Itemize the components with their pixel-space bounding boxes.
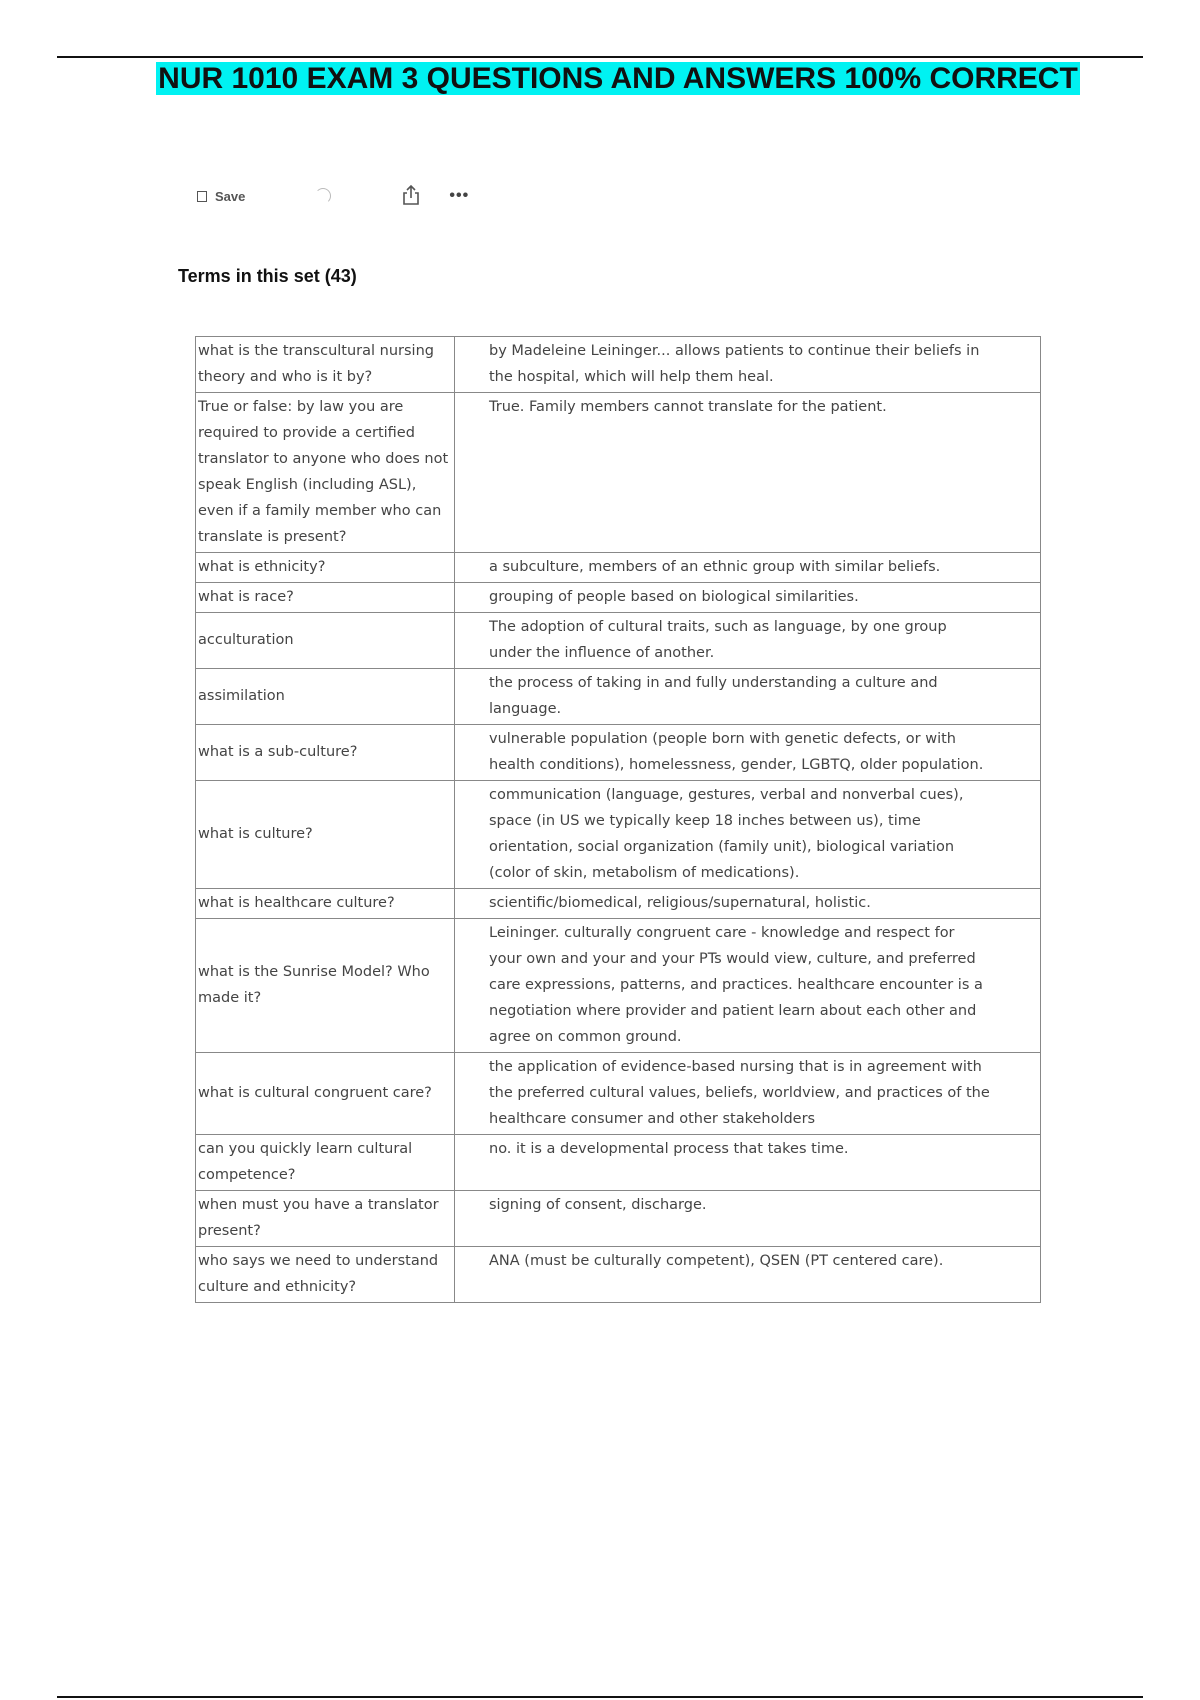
term-cell: what is healthcare culture? xyxy=(196,889,455,919)
table-row xyxy=(196,1135,1041,1191)
table-row xyxy=(196,669,1041,725)
spinner-icon xyxy=(315,188,331,204)
table-row xyxy=(196,613,1041,669)
table-row xyxy=(196,919,1041,1053)
more-icon[interactable]: ••• xyxy=(449,187,470,204)
definition-cell: the process of taking in and fully understanding a culture and language. xyxy=(455,669,1041,725)
term-cell: when must you have a translator present? xyxy=(196,1191,455,1247)
table-row xyxy=(196,1191,1041,1247)
term-cell: what is the transcultural nursing theory and who is it by? xyxy=(196,337,455,393)
definition-cell: grouping of people based on biological similarities. xyxy=(455,583,1041,613)
definition-cell: by Madeleine Leininger... allows patients to continue their beliefs in the hospital, which will help them heal. xyxy=(455,337,1041,393)
terms-table xyxy=(195,336,1041,1303)
definition-cell: The adoption of cultural traits, such as language, by one group under the influence of another. xyxy=(455,613,1041,669)
term-cell: what is cultural congruent care? xyxy=(196,1053,455,1135)
share-icon[interactable] xyxy=(401,184,421,209)
save-label: Save xyxy=(215,188,246,204)
study-set-toolbar xyxy=(197,184,469,208)
term-cell: who says we need to understand culture and ethnicity? xyxy=(196,1247,455,1303)
table-row xyxy=(196,725,1041,781)
term-cell: can you quickly learn cultural competence? xyxy=(196,1135,455,1191)
table-row xyxy=(196,583,1041,613)
term-cell: what is race? xyxy=(196,583,455,613)
term-cell: assimilation xyxy=(196,669,455,725)
term-cell: True or false: by law you are required to provide a certified translator to anyone who does not speak English (including ASL), even if a family member who can translate is present? xyxy=(196,393,455,553)
terms-table-body xyxy=(196,337,1041,1303)
definition-cell: signing of consent, discharge. xyxy=(455,1191,1041,1247)
definition-cell: no. it is a developmental process that takes time. xyxy=(455,1135,1041,1191)
definition-cell: vulnerable population (people born with genetic defects, or with health conditions), homelessness, gender, LGBTQ, older population. xyxy=(455,725,1041,781)
table-row xyxy=(196,1247,1041,1303)
term-cell: what is culture? xyxy=(196,781,455,889)
document-title-text: NUR 1010 EXAM 3 QUESTIONS AND ANSWERS 100% CORRECT xyxy=(158,62,1078,95)
save-button[interactable] xyxy=(197,189,245,204)
table-row xyxy=(196,781,1041,889)
definition-cell: ANA (must be culturally competent), QSEN (PT centered care). xyxy=(455,1247,1041,1303)
definition-cell: scientific/biomedical, religious/supernatural, holistic. xyxy=(455,889,1041,919)
terms-count-heading: Terms in this set (43) xyxy=(178,266,357,286)
bottom-rule xyxy=(57,1696,1143,1698)
term-cell: what is a sub-culture? xyxy=(196,725,455,781)
term-cell: what is the Sunrise Model? Who made it? xyxy=(196,919,455,1053)
definition-cell: the application of evidence-based nursing that is in agreement with the preferred cultural values, beliefs, worldview, and practices of the healthcare consumer and other stakeholders xyxy=(455,1053,1041,1135)
definition-cell: Leininger. culturally congruent care - knowledge and respect for your own and your and your PTs would view, culture, and preferred care expressions, patterns, and practices. healthcare encounter is a negotiation where provider and patient learn about each other and agree on common ground. xyxy=(455,919,1041,1053)
term-cell: acculturation xyxy=(196,613,455,669)
definition-cell: True. Family members cannot translate for the patient. xyxy=(455,393,1041,553)
document-title xyxy=(0,58,1200,99)
checkbox-icon xyxy=(197,191,207,202)
table-row xyxy=(196,553,1041,583)
definition-cell: communication (language, gestures, verbal and nonverbal cues), space (in US we typically keep 18 inches between us), time orientation, social organization (family unit), biological variation (color of skin, metabolism of medications). xyxy=(455,781,1041,889)
definition-cell: a subculture, members of an ethnic group with similar beliefs. xyxy=(455,553,1041,583)
table-row xyxy=(196,889,1041,919)
table-row xyxy=(196,1053,1041,1135)
table-row xyxy=(196,337,1041,393)
term-cell: what is ethnicity? xyxy=(196,553,455,583)
table-row xyxy=(196,393,1041,553)
